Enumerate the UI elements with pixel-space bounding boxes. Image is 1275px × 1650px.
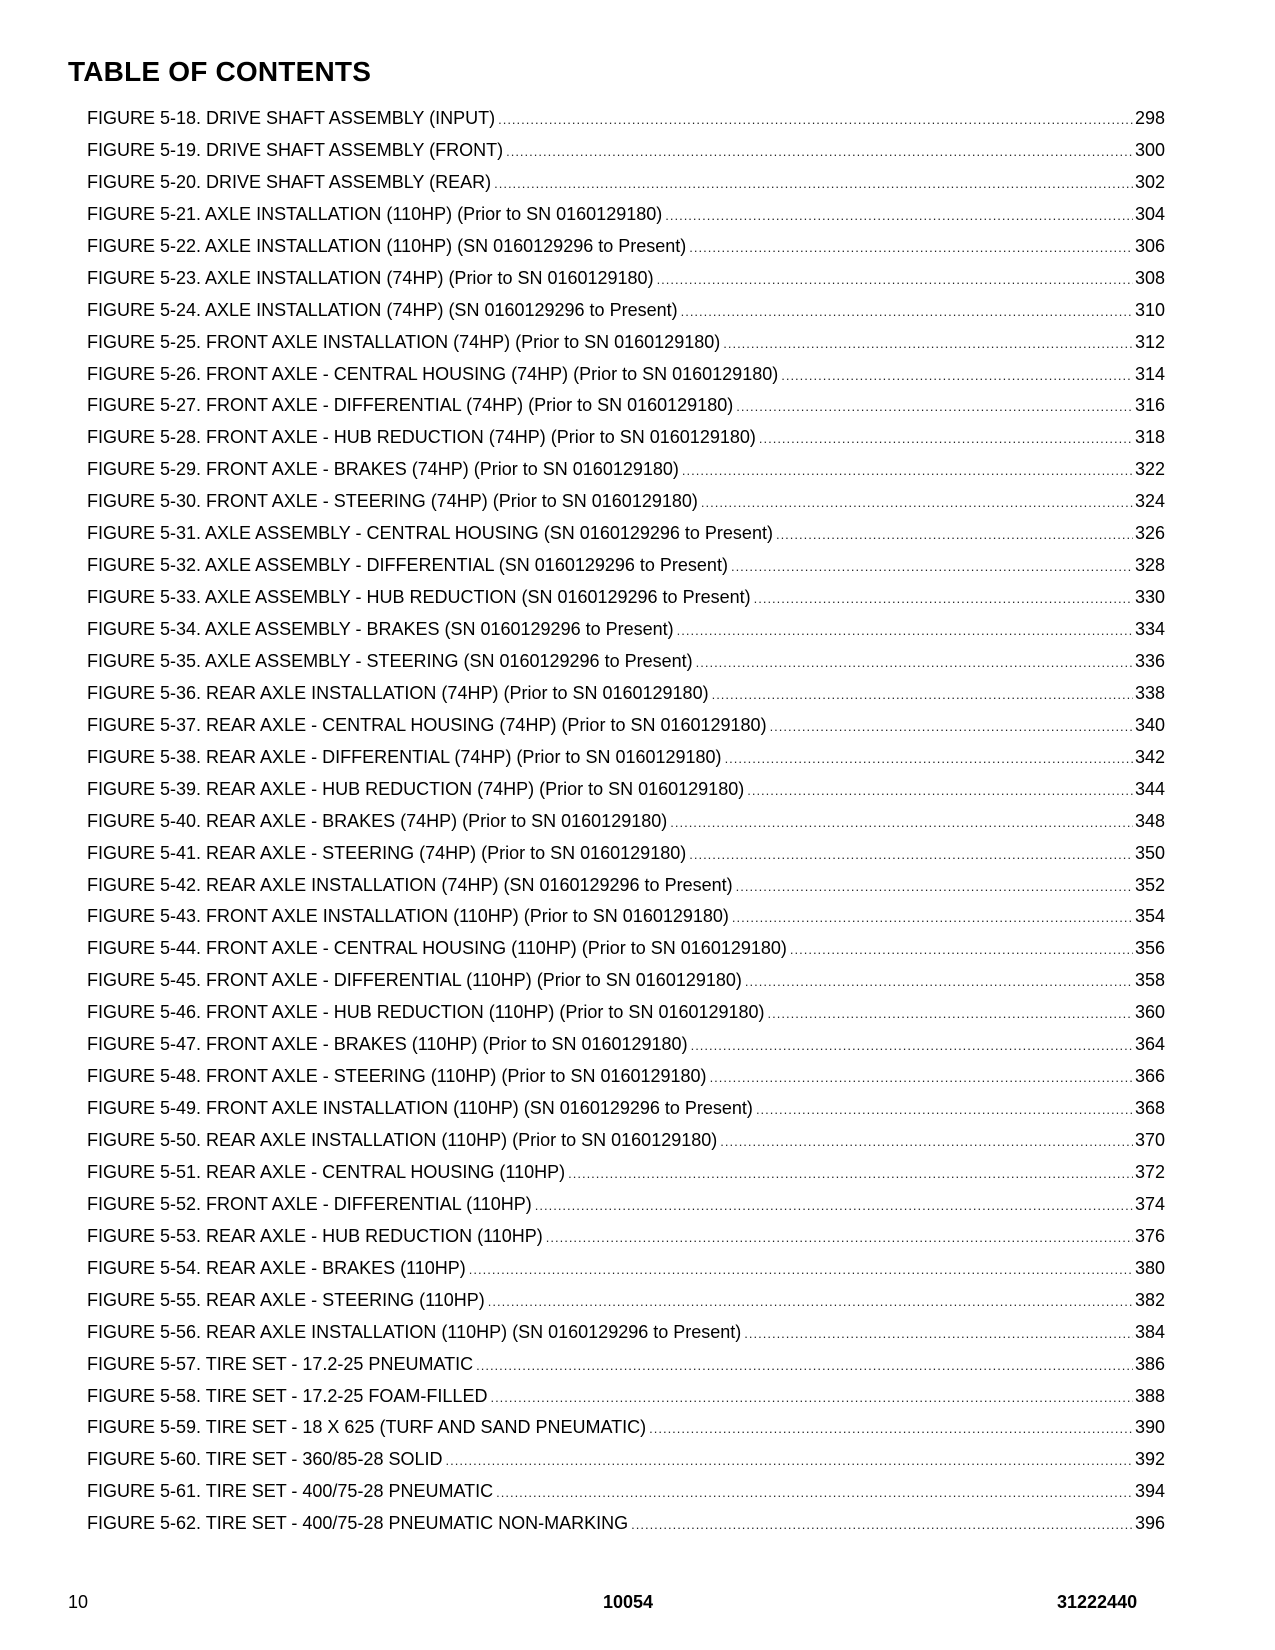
toc-entry-page: 366 [1134, 1066, 1165, 1087]
toc-entry[interactable] [87, 906, 1165, 938]
toc-entry-page: 388 [1134, 1385, 1165, 1406]
toc-entry-page: 380 [1134, 1257, 1165, 1278]
dot-leader [732, 910, 1133, 925]
toc-entry-page: 384 [1134, 1321, 1165, 1342]
toc-entry[interactable] [87, 1162, 1165, 1194]
dot-leader [568, 1166, 1133, 1181]
dot-leader [781, 368, 1133, 383]
dot-leader [670, 815, 1133, 830]
toc-entry-page: 308 [1134, 267, 1165, 288]
toc-entry[interactable] [87, 491, 1165, 523]
toc-entry[interactable] [87, 651, 1165, 683]
dot-leader [768, 1006, 1133, 1021]
toc-entry-page: 340 [1134, 714, 1165, 735]
toc-entry-label: FIGURE 5-29. FRONT AXLE - BRAKES (74HP) (Prior to SN 0160129180) [87, 459, 679, 480]
toc-entry-label: FIGURE 5-55. REAR AXLE - STEERING (110HP) [87, 1289, 485, 1310]
toc-entry-page: 370 [1134, 1130, 1165, 1150]
toc-entry[interactable] [87, 1386, 1165, 1418]
toc-entry[interactable] [87, 970, 1165, 1002]
toc-entry[interactable] [87, 300, 1165, 332]
dot-leader [770, 719, 1133, 734]
toc-entry-label: FIGURE 5-60. TIRE SET - 360/85-28 SOLID [87, 1449, 443, 1470]
toc-entry-label: FIGURE 5-52. FRONT AXLE - DIFFERENTIAL (110HP) [87, 1193, 532, 1214]
toc-entry-page: 382 [1134, 1289, 1165, 1310]
toc-entry-label: FIGURE 5-31. AXLE ASSEMBLY - CENTRAL HOUSING (SN 0160129296 to Present) [87, 523, 773, 544]
toc-entry[interactable] [87, 523, 1165, 555]
toc-entry[interactable] [87, 140, 1165, 172]
dot-leader [691, 1038, 1133, 1053]
toc-entry-label: FIGURE 5-26. FRONT AXLE - CENTRAL HOUSING (74HP) (Prior to SN 0160129180) [87, 363, 779, 384]
toc-entry[interactable] [87, 555, 1165, 587]
toc-entry[interactable] [87, 1130, 1165, 1162]
toc-entry-label: FIGURE 5-41. REAR AXLE - STEERING (74HP) (Prior to SN 0160129180) [87, 842, 687, 863]
toc-entry-label: FIGURE 5-43. FRONT AXLE INSTALLATION (110HP) (Prior to SN 0160129180) [87, 906, 729, 927]
toc-entry-page: 368 [1134, 1098, 1165, 1119]
dot-leader [498, 112, 1133, 127]
toc-entry-page: 386 [1134, 1353, 1165, 1374]
dot-leader [631, 1517, 1133, 1532]
dot-leader [689, 847, 1133, 862]
toc-entry-page: 298 [1134, 108, 1165, 128]
toc-entry-label: FIGURE 5-22. AXLE INSTALLATION (110HP) (SN 0160129296 to Present) [87, 235, 687, 256]
toc-entry[interactable] [87, 1513, 1165, 1545]
toc-entry[interactable] [87, 875, 1165, 907]
dot-leader [488, 1294, 1133, 1309]
toc-entry-page: 372 [1134, 1161, 1165, 1182]
dot-leader [756, 1102, 1133, 1117]
toc-entry[interactable] [87, 332, 1165, 364]
toc-entry[interactable] [87, 715, 1165, 747]
dot-leader [725, 751, 1133, 766]
toc-entry[interactable] [87, 1290, 1165, 1322]
toc-entry-label: FIGURE 5-24. AXLE INSTALLATION (74HP) (SN 0160129296 to Present) [87, 299, 678, 320]
dot-leader [476, 1358, 1133, 1373]
toc-entry-page: 302 [1134, 171, 1165, 192]
toc-entry[interactable] [87, 1002, 1165, 1034]
toc-entry[interactable] [87, 236, 1165, 268]
toc-entry[interactable] [87, 1194, 1165, 1226]
dot-leader [720, 1134, 1133, 1149]
toc-entry[interactable] [87, 1098, 1165, 1130]
toc-entry-label: FIGURE 5-42. REAR AXLE INSTALLATION (74HP) (SN 0160129296 to Present) [87, 874, 733, 895]
toc-entry-page: 354 [1134, 906, 1165, 927]
footer-doc-number: 31222440 [1057, 1592, 1138, 1612]
toc-entry-label: FIGURE 5-36. REAR AXLE INSTALLATION (74HP) (Prior to SN 0160129180) [87, 682, 709, 703]
dot-leader [745, 974, 1133, 989]
toc-entry[interactable] [87, 1481, 1165, 1513]
toc-entry[interactable] [87, 1322, 1165, 1354]
toc-entry[interactable] [87, 811, 1165, 843]
dot-leader [496, 1485, 1133, 1500]
toc-entry-page: 350 [1134, 842, 1165, 863]
toc-entry-page: 364 [1134, 1034, 1165, 1055]
toc-entry[interactable] [87, 1417, 1165, 1449]
toc-entry-page: 344 [1134, 778, 1165, 799]
toc-entry-label: FIGURE 5-38. REAR AXLE - DIFFERENTIAL (74HP) (Prior to SN 0160129180) [87, 746, 722, 767]
toc-entry-label: FIGURE 5-19. DRIVE SHAFT ASSEMBLY (FRONT) [87, 139, 504, 160]
toc-list [87, 108, 1165, 1545]
toc-entry-label: FIGURE 5-62. TIRE SET - 400/75-28 PNEUMATIC NON-MARKING [87, 1513, 629, 1534]
toc-entry[interactable] [87, 427, 1165, 459]
toc-entry-label: FIGURE 5-47. FRONT AXLE - BRAKES (110HP) (Prior to SN 0160129180) [87, 1034, 688, 1055]
dot-leader [710, 1070, 1133, 1085]
toc-entry-page: 390 [1134, 1417, 1165, 1438]
toc-entry-label: FIGURE 5-25. FRONT AXLE INSTALLATION (74HP) (Prior to SN 0160129180) [87, 331, 721, 352]
dot-leader [490, 1390, 1133, 1405]
toc-entry-page: 394 [1134, 1481, 1165, 1502]
toc-entry[interactable] [87, 1354, 1165, 1386]
toc-entry-page: 328 [1134, 555, 1165, 576]
dot-leader [747, 783, 1133, 798]
dot-leader [657, 272, 1133, 287]
toc-entry-page: 316 [1134, 395, 1165, 416]
toc-entry-label: FIGURE 5-51. REAR AXLE - CENTRAL HOUSING (110HP) [87, 1161, 566, 1182]
toc-entry-label: FIGURE 5-28. FRONT AXLE - HUB REDUCTION (74HP) (Prior to SN 0160129180) [87, 427, 756, 448]
toc-entry-page: 396 [1134, 1513, 1165, 1534]
toc-entry-label: FIGURE 5-56. REAR AXLE INSTALLATION (110HP) (SN 0160129296 to Present) [87, 1321, 742, 1342]
toc-entry-page: 322 [1134, 459, 1165, 480]
page-title: TABLE OF CONTENTS [68, 56, 372, 87]
toc-entry-page: 306 [1134, 235, 1165, 256]
dot-leader [445, 1453, 1132, 1468]
toc-entry-page: 342 [1134, 746, 1165, 767]
toc-entry-label: FIGURE 5-20. DRIVE SHAFT ASSEMBLY (REAR) [87, 171, 492, 192]
toc-entry-label: FIGURE 5-49. FRONT AXLE INSTALLATION (110HP) (SN 0160129296 to Present) [87, 1098, 753, 1119]
toc-entry[interactable] [87, 364, 1165, 396]
toc-entry-label: FIGURE 5-37. REAR AXLE - CENTRAL HOUSING (74HP) (Prior to SN 0160129180) [87, 714, 767, 735]
toc-entry-label: FIGURE 5-45. FRONT AXLE - DIFFERENTIAL (110HP) (Prior to SN 0160129180) [87, 970, 742, 991]
footer-center-code: 10054 [603, 1592, 654, 1612]
toc-entry-label: FIGURE 5-35. AXLE ASSEMBLY - STEERING (SN 0160129296 to Present) [87, 650, 693, 671]
toc-entry-label: FIGURE 5-53. REAR AXLE - HUB REDUCTION (110HP) [87, 1225, 543, 1246]
toc-entry[interactable] [87, 683, 1165, 715]
toc-entry[interactable] [87, 747, 1165, 779]
toc-entry[interactable] [87, 172, 1165, 204]
dot-leader [744, 1326, 1133, 1341]
dot-leader [754, 591, 1133, 606]
dot-leader [546, 1230, 1133, 1245]
toc-entry-page: 310 [1134, 299, 1165, 320]
dot-leader [665, 208, 1133, 223]
toc-entry-page: 304 [1134, 203, 1165, 224]
toc-entry-label: FIGURE 5-44. FRONT AXLE - CENTRAL HOUSING (110HP) (Prior to SN 0160129180) [87, 938, 787, 959]
toc-entry[interactable] [87, 1034, 1165, 1066]
toc-entry-page: 392 [1134, 1449, 1165, 1470]
toc-entry-page: 338 [1134, 682, 1165, 703]
toc-entry-label: FIGURE 5-23. AXLE INSTALLATION (74HP) (Prior to SN 0160129180) [87, 267, 654, 288]
dot-leader [759, 431, 1133, 446]
toc-entry-label: FIGURE 5-33. AXLE ASSEMBLY - HUB REDUCTION (SN 0160129296 to Present) [87, 587, 751, 608]
toc-entry-label: FIGURE 5-18. DRIVE SHAFT ASSEMBLY (INPUT) [87, 108, 496, 128]
dot-leader [649, 1421, 1133, 1436]
toc-entry-page: 356 [1134, 938, 1165, 959]
toc-entry[interactable] [87, 938, 1165, 970]
toc-entry-label: FIGURE 5-61. TIRE SET - 400/75-28 PNEUMATIC [87, 1481, 494, 1502]
toc-entry[interactable] [87, 619, 1165, 651]
toc-entry-page: 326 [1134, 523, 1165, 544]
dot-leader [731, 559, 1133, 574]
toc-entry-page: 348 [1134, 810, 1165, 831]
toc-entry-page: 334 [1134, 619, 1165, 639]
toc-entry-page: 330 [1134, 587, 1165, 608]
dot-leader [701, 495, 1133, 510]
dot-leader [535, 1198, 1133, 1213]
dot-leader [689, 240, 1133, 255]
toc-entry-label: FIGURE 5-40. REAR AXLE - BRAKES (74HP) (Prior to SN 0160129180) [87, 810, 668, 831]
toc-entry-label: FIGURE 5-50. REAR AXLE INSTALLATION (110HP) (Prior to SN 0160129180) [87, 1130, 718, 1150]
dot-leader [723, 336, 1133, 351]
toc-entry-label: FIGURE 5-34. AXLE ASSEMBLY - BRAKES (SN 0160129296 to Present) [87, 619, 674, 639]
toc-entry-label: FIGURE 5-32. AXLE ASSEMBLY - DIFFERENTIAL (SN 0160129296 to Present) [87, 555, 728, 576]
toc-entry[interactable] [87, 204, 1165, 236]
toc-entry-page: 314 [1134, 363, 1165, 384]
toc-entry[interactable] [87, 1226, 1165, 1258]
dot-leader [494, 176, 1133, 191]
toc-entry[interactable] [87, 268, 1165, 300]
toc-entry[interactable] [87, 1258, 1165, 1290]
toc-entry-label: FIGURE 5-27. FRONT AXLE - DIFFERENTIAL (74HP) (Prior to SN 0160129180) [87, 395, 734, 416]
dot-leader [682, 463, 1133, 478]
footer-page-number: 10 [68, 1592, 89, 1612]
toc-entry-label: FIGURE 5-58. TIRE SET - 17.2-25 FOAM-FILLED [87, 1385, 488, 1406]
toc-entry-page: 352 [1134, 874, 1165, 895]
toc-entry-label: FIGURE 5-39. REAR AXLE - HUB REDUCTION (74HP) (Prior to SN 0160129180) [87, 778, 745, 799]
toc-entry-page: 318 [1134, 427, 1165, 448]
toc-entry-label: FIGURE 5-59. TIRE SET - 18 X 625 (TURF AND SAND PNEUMATIC) [87, 1417, 647, 1438]
toc-entry-page: 300 [1134, 139, 1165, 160]
toc-entry[interactable] [87, 395, 1165, 427]
dot-leader [790, 942, 1133, 957]
toc-entry[interactable] [87, 843, 1165, 875]
toc-entry[interactable] [87, 108, 1165, 140]
toc-entry-label: FIGURE 5-48. FRONT AXLE - STEERING (110HP) (Prior to SN 0160129180) [87, 1066, 707, 1087]
toc-entry-label: FIGURE 5-46. FRONT AXLE - HUB REDUCTION (110HP) (Prior to SN 0160129180) [87, 1002, 765, 1023]
toc-entry-label: FIGURE 5-57. TIRE SET - 17.2-25 PNEUMATIC [87, 1353, 474, 1374]
dot-leader [736, 399, 1133, 414]
dot-leader [776, 527, 1133, 542]
toc-entry-page: 312 [1134, 331, 1165, 352]
toc-entry-page: 358 [1134, 970, 1165, 991]
toc-entry-label: FIGURE 5-54. REAR AXLE - BRAKES (110HP) [87, 1257, 466, 1278]
dot-leader [696, 655, 1133, 670]
toc-entry[interactable] [87, 779, 1165, 811]
toc-entry[interactable] [87, 1066, 1165, 1098]
dot-leader [736, 879, 1133, 894]
toc-entry-page: 336 [1134, 650, 1165, 671]
toc-entry-label: FIGURE 5-21. AXLE INSTALLATION (110HP) (Prior to SN 0160129180) [87, 203, 663, 224]
toc-entry[interactable] [87, 459, 1165, 491]
dot-leader [712, 687, 1133, 702]
toc-entry-page: 376 [1134, 1225, 1165, 1246]
toc-entry[interactable] [87, 1449, 1165, 1481]
dot-leader [681, 304, 1133, 319]
toc-entry-page: 360 [1134, 1002, 1165, 1023]
toc-entry[interactable] [87, 587, 1165, 619]
dot-leader [677, 623, 1133, 638]
dot-leader [469, 1262, 1133, 1277]
toc-entry-label: FIGURE 5-30. FRONT AXLE - STEERING (74HP) (Prior to SN 0160129180) [87, 491, 698, 512]
toc-entry-page: 324 [1134, 491, 1165, 512]
toc-entry-page: 374 [1134, 1193, 1165, 1214]
dot-leader [506, 144, 1133, 159]
